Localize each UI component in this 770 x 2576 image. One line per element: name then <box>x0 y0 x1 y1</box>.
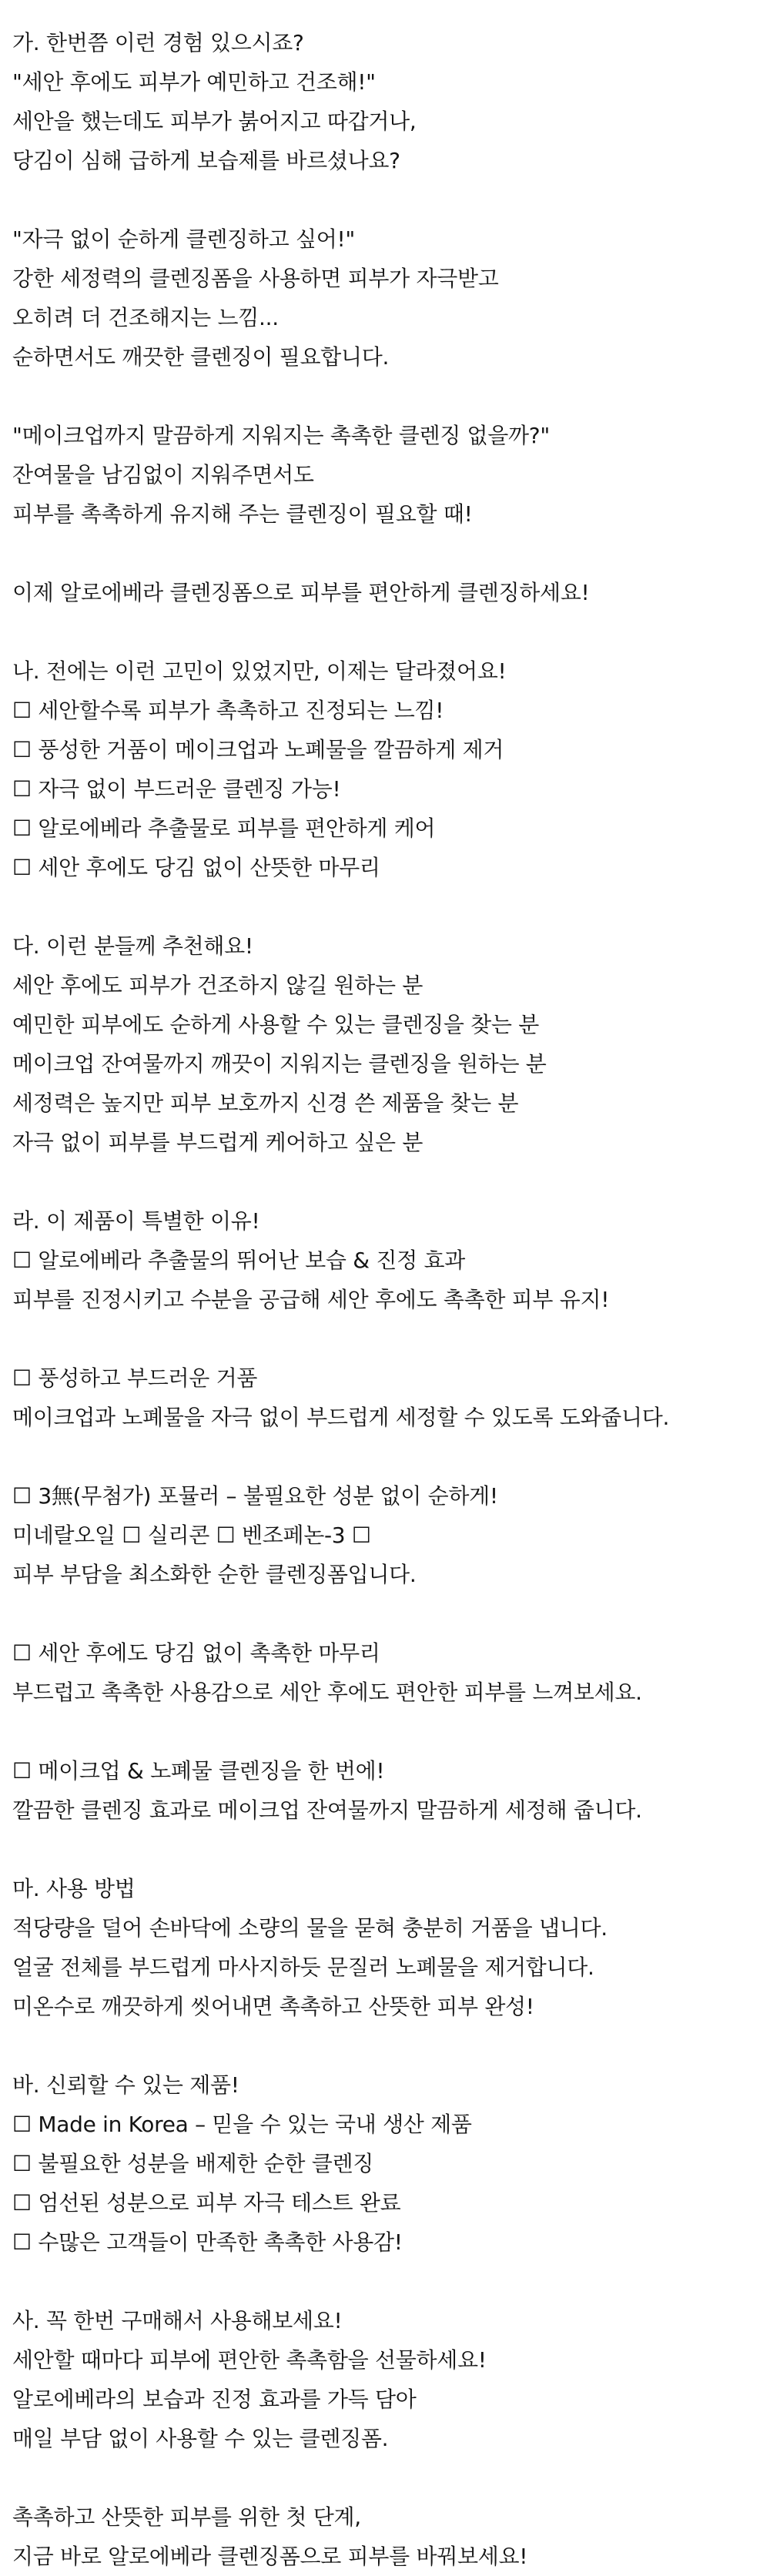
text-line: ☐ 자극 없이 부드러운 클렌징 가능! <box>12 776 341 802</box>
paragraph-gap <box>12 1712 759 1751</box>
section-heading: 다. 이런 분들께 추천해요! <box>12 933 253 959</box>
text-line: 예민한 피부에도 순하게 사용할 수 있는 클렌징을 찾는 분 <box>12 1012 540 1037</box>
text-line: "자극 없이 순하게 클렌징하고 싶어!" <box>12 226 355 252</box>
paragraph-gap <box>12 2458 759 2497</box>
text-line: 자극 없이 피부를 부드럽게 케어하고 싶은 분 <box>12 1130 424 1155</box>
text-line: 잔여물을 남김없이 지워주면서도 <box>12 462 314 487</box>
text-line: "메이크업까지 말끔하게 지워지는 촉촉한 클렌징 없을까?" <box>12 423 550 448</box>
text-line: ☐ 세안 후에도 당김 없이 산뜻한 마무리 <box>12 855 380 880</box>
text-line: 오히려 더 건조해지는 느낌... <box>12 305 279 330</box>
text-line: 순하면서도 깨끗한 클렌징이 필요합니다. <box>12 344 390 370</box>
text-line: ☐ 메이크업 & 노폐물 클렌징을 한 번에! <box>12 1758 385 1784</box>
text-line: ☐ 세안할수록 피부가 촉촉하고 진정되는 느낌! <box>12 698 444 723</box>
text-line: ☐ 풍성하고 부드러운 거품 <box>12 1365 258 1391</box>
text-line: 부드럽고 촉촉한 사용감으로 세안 후에도 편안한 피부를 느껴보세요. <box>12 1680 642 1705</box>
text-line: "세안 후에도 피부가 예민하고 건조해!" <box>12 69 376 95</box>
text-line: 미온수로 깨끗하게 씻어내면 촉촉하고 산뜻한 피부 완성! <box>12 1994 534 2019</box>
paragraph-gap <box>12 1319 759 1358</box>
paragraph-gap <box>12 612 759 652</box>
section-heading: 라. 이 제품이 특별한 이유! <box>12 1208 260 1234</box>
text-line: 촉촉하고 산뜻한 피부를 위한 첫 단계, <box>12 2504 361 2530</box>
paragraph-gap <box>12 887 759 926</box>
text-line: ☐ Made in Korea – 믿을 수 있는 국내 생산 제품 <box>12 2112 472 2137</box>
text-line: 메이크업과 노폐물을 자극 없이 부드럽게 세정할 수 있도록 도와줍니다. <box>12 1405 670 1430</box>
text-line: ☐ 알로에베라 추출물의 뛰어난 보습 & 진정 효과 <box>12 1248 466 1273</box>
text-line: ☐ 알로에베라 추출물로 피부를 편안하게 케어 <box>12 816 436 841</box>
section-heading: 사. 꼭 한번 구매해서 사용해보세요! <box>12 2308 343 2333</box>
text-line: 세안할 때마다 피부에 편안한 촉촉함을 선물하세요! <box>12 2347 487 2373</box>
paragraph-gap <box>12 1437 759 1476</box>
paragraph-gap <box>12 2262 759 2301</box>
text-line: 얼굴 전체를 부드럽게 마사지하듯 문질러 노폐물을 제거합니다. <box>12 1955 594 1980</box>
paragraph-gap <box>12 534 759 573</box>
text-line: ☐ 3無(무첨가) 포뮬러 – 불필요한 성분 없이 순하게! <box>12 1483 498 1509</box>
text-line: 강한 세정력의 클렌징폼을 사용하면 피부가 자극받고 <box>12 266 499 291</box>
text-line: 깔끔한 클렌징 효과로 메이크업 잔여물까지 말끔하게 세정해 줍니다. <box>12 1797 642 1823</box>
section-heading: 바. 신뢰할 수 있는 제품! <box>12 2072 239 2098</box>
section-heading: 가. 한번쯤 이런 경험 있으시죠? <box>12 30 304 55</box>
paragraph-gap <box>12 180 759 219</box>
text-line: 이제 알로에베라 클렌징폼으로 피부를 편안하게 클렌징하세요! <box>12 580 590 605</box>
text-line: 세안 후에도 피부가 건조하지 않길 원하는 분 <box>12 973 424 998</box>
section-heading: 나. 전에는 이런 고민이 있었지만, 이제는 달라졌어요! <box>12 658 507 684</box>
text-line: 세정력은 높지만 피부 보호까지 신경 쓴 제품을 찾는 분 <box>12 1090 519 1116</box>
text-line: 매일 부담 없이 사용할 수 있는 클렌징폼. <box>12 2426 389 2451</box>
section-heading: 마. 사용 방법 <box>12 1876 136 1901</box>
text-line: ☐ 불필요한 성분을 배제한 순한 클렌징 <box>12 2151 374 2176</box>
text-line: ☐ 세안 후에도 당김 없이 촉촉한 마무리 <box>12 1640 380 1666</box>
text-line: 당김이 심해 급하게 보습제를 바르셨나요? <box>12 148 400 173</box>
paragraph-gap <box>12 1830 759 1869</box>
text-line: 세안을 했는데도 피부가 붉어지고 따갑거나, <box>12 109 417 134</box>
paragraph-gap <box>12 377 759 416</box>
text-line: 적당량을 덜어 손바닥에 소량의 물을 묻혀 충분히 거품을 냅니다. <box>12 1915 608 1941</box>
text-line: 알로에베라의 보습과 진정 효과를 가득 담아 <box>12 2387 417 2412</box>
paragraph-gap <box>12 1162 759 1201</box>
product-description-text <box>12 23 759 2576</box>
text-line: 메이크업 잔여물까지 깨끗이 지워지는 클렌징을 원하는 분 <box>12 1051 547 1077</box>
text-line: ☐ 엄선된 성분으로 피부 자극 테스트 완료 <box>12 2190 401 2216</box>
text-line: 미네랄오일 ☐ 실리콘 ☐ 벤조페논-3 ☐ <box>12 1522 371 1548</box>
text-line: 피부를 진정시키고 수분을 공급해 세안 후에도 촉촉한 피부 유지! <box>12 1287 610 1312</box>
paragraph-gap <box>12 1594 759 1633</box>
text-line: ☐ 수많은 고객들이 만족한 촉촉한 사용감! <box>12 2229 403 2255</box>
text-line: 피부를 촉촉하게 유지해 주는 클렌징이 필요할 때! <box>12 501 473 527</box>
text-line: 지금 바로 알로에베라 클렌징폼으로 피부를 바꿔보세요! <box>12 2544 528 2569</box>
text-line: ☐ 풍성한 거품이 메이크업과 노폐물을 깔끔하게 제거 <box>12 737 504 762</box>
paragraph-gap <box>12 2026 759 2065</box>
text-line: 피부 부담을 최소화한 순한 클렌징폼입니다. <box>12 1562 417 1587</box>
